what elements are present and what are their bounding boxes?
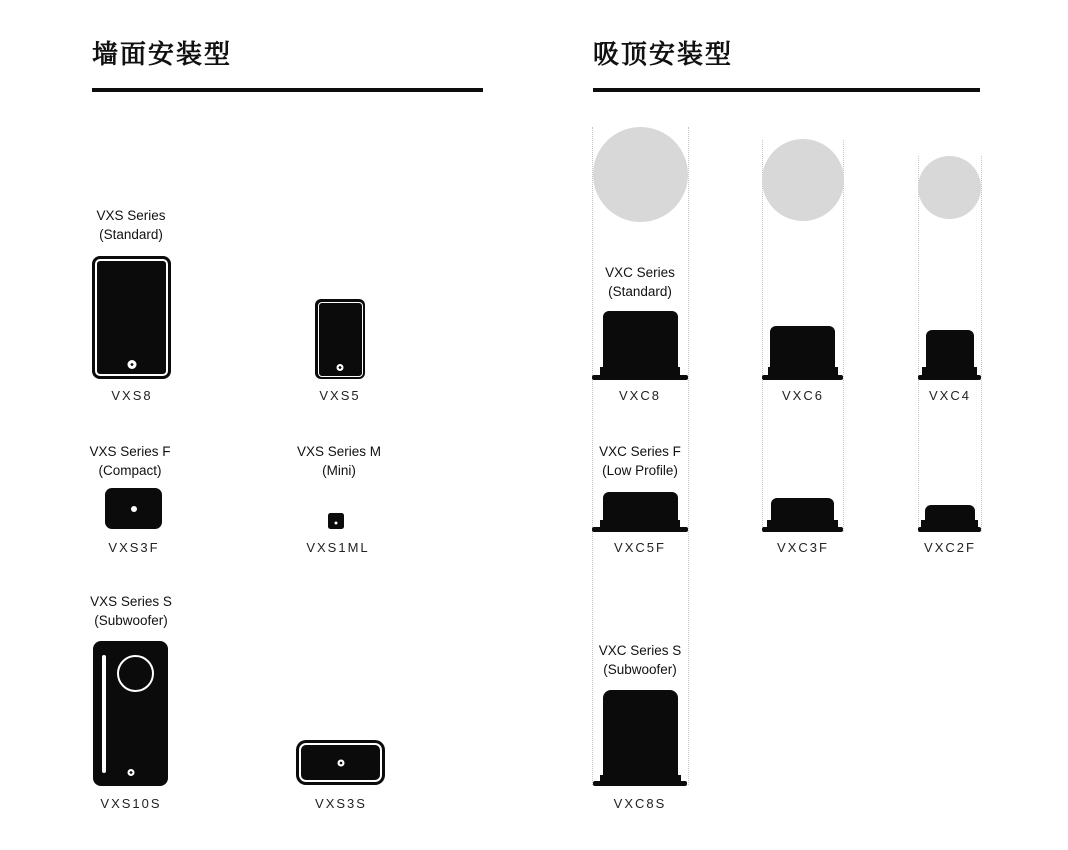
model-label-vxc6: VXC6 (782, 388, 824, 403)
series-name: VXS Series F (89, 444, 171, 459)
speaker-collar (768, 367, 838, 375)
yamaha-logo-icon (127, 360, 136, 369)
speaker-flange (762, 527, 843, 532)
speaker-collar (922, 367, 977, 375)
model-label-vxc8s: VXC8S (613, 796, 667, 811)
speaker-body (603, 311, 678, 367)
speaker-collar (921, 520, 978, 527)
footprint-circle-small (918, 156, 981, 219)
speaker-vxc5f (592, 492, 688, 532)
series-label-vxs-subwoofer (46, 592, 216, 630)
speaker-body (603, 690, 678, 775)
model-label-vxs1ml: VXS1ML (306, 540, 370, 555)
ceiling-section-rule (593, 88, 980, 92)
speaker-vxc8 (592, 311, 688, 380)
speaker-flange (762, 375, 843, 380)
speaker-flange (592, 375, 688, 380)
speaker-vxc2f (918, 505, 981, 532)
series-label-vxs-mini (254, 442, 424, 480)
series-label-vxc-standard (555, 263, 725, 301)
bass-port-slit (102, 655, 106, 773)
speaker-body (603, 492, 678, 520)
speaker-flange (593, 781, 687, 786)
model-label-vxs3f: VXS3F (108, 540, 160, 555)
speaker-vxs3f (105, 488, 162, 529)
series-name: VXS Series S (90, 594, 172, 609)
speaker-collar (600, 367, 680, 375)
woofer-ring (117, 655, 154, 692)
model-label-vxc4: VXC4 (929, 388, 971, 403)
model-label-vxc5f: VXC5F (614, 540, 666, 555)
speaker-flange (592, 527, 688, 532)
footprint-circle-large (593, 127, 688, 222)
wall-section-title: 墙面安装型 (92, 39, 233, 69)
speaker-vxs3s (296, 740, 385, 785)
speaker-vxs5 (315, 299, 365, 379)
speaker-body (771, 498, 834, 520)
series-name: VXC Series S (598, 643, 682, 658)
guide-line (981, 156, 982, 531)
model-label-vxs10s: VXS10S (100, 796, 162, 811)
series-label-vxc-subwoofer (555, 641, 725, 679)
series-variant: (Standard) (99, 227, 163, 242)
speaker-vxc4 (918, 330, 981, 380)
ceiling-section-title: 吸顶安装型 (593, 39, 734, 69)
speaker-collar (767, 520, 838, 527)
series-variant: (Subwoofer) (603, 662, 677, 677)
yamaha-logo-icon (337, 364, 344, 371)
speaker-vxc8s (593, 690, 687, 786)
speaker-vxc3f (762, 498, 843, 532)
speaker-collar (600, 520, 680, 527)
model-label-vxc2f: VXC2F (924, 540, 976, 555)
series-name: VXS Series M (296, 444, 382, 459)
series-name: VXC Series F (599, 444, 681, 459)
wall-section-rule (92, 88, 483, 92)
series-variant: (Low Profile) (602, 463, 678, 478)
yamaha-logo-icon (131, 506, 137, 512)
series-name: VXC Series (605, 265, 675, 280)
speaker-vxs10s (93, 641, 168, 786)
footprint-circle-medium (762, 139, 844, 221)
model-label-vxc8: VXC8 (619, 388, 661, 403)
speaker-body (925, 505, 975, 520)
series-variant: (Subwoofer) (94, 613, 168, 628)
yamaha-logo-icon (337, 759, 344, 766)
yamaha-logo-icon (335, 521, 338, 524)
series-name: VXS Series (96, 208, 166, 223)
speaker-flange (918, 375, 981, 380)
speaker-body (770, 326, 835, 367)
model-label-vxs8: VXS8 (111, 388, 153, 403)
model-label-vxc3f: VXC3F (777, 540, 829, 555)
speaker-vxs8 (92, 256, 171, 379)
series-label-vxs-compact (45, 442, 215, 480)
model-label-vxs5: VXS5 (319, 388, 361, 403)
series-label-vxc-low-profile (555, 442, 725, 480)
series-label-vxs-standard (46, 206, 216, 244)
speaker-body (926, 330, 974, 367)
guide-line (843, 140, 844, 531)
speaker-vxc6 (762, 326, 843, 380)
yamaha-logo-icon (127, 769, 134, 776)
speaker-vxs1ml (328, 513, 344, 529)
series-variant: (Mini) (322, 463, 356, 478)
series-variant: (Compact) (98, 463, 162, 478)
model-label-vxs3s: VXS3S (315, 796, 367, 811)
speaker-flange (918, 527, 981, 532)
series-variant: (Standard) (608, 284, 672, 299)
